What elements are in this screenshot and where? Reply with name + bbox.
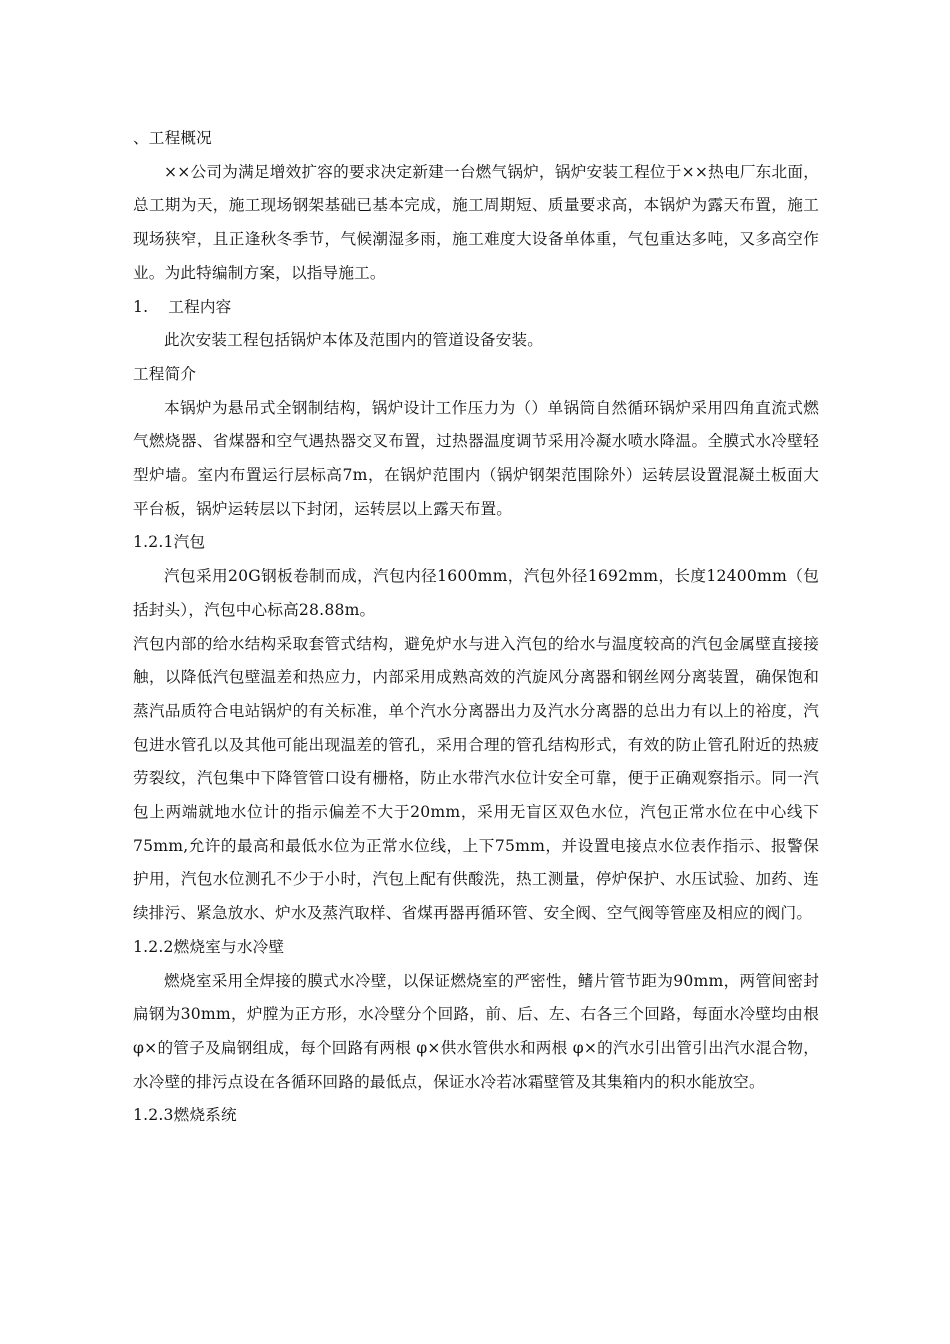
document-body [133, 122, 819, 1133]
section-heading-intro: 工程简介 [133, 364, 197, 383]
section-heading-combustion: 1.2.3燃烧系统 [133, 1106, 237, 1125]
paragraph-drum-spec: 汽包采用20G钢板卷制而成，汽包内径1600mm，汽包外径1692mm，长度12400mm（包括封头），汽包中心标高28.88m。 [133, 567, 819, 619]
section-heading-overview: 、工程概况 [133, 129, 212, 147]
paragraph-content: 此次安装工程包括锅炉本体及范围内的管道设备安装。 [164, 331, 544, 350]
paragraph-intro: 本锅炉为悬吊式全钢制结构，锅炉设计工作压力为（）单锅筒自然循环锅炉采用四角直流式燃气燃烧器、省煤器和空气遇热器交叉布置，过热器温度调节采用冷凝水喷水降温。全膜式水冷壁轻型炉墙。室内布置运行层标高7m，在锅炉范围内（锅炉钢架范围除外）运转层设置混凝土板面大平台板，锅炉运转层以下封闭，运转层以上露天布置。 [133, 398, 819, 518]
paragraph-drum-structure: 汽包内部的给水结构采取套管式结构，避免炉水与进入汽包的给水与温度较高的汽包金属壁直接接触，以降低汽包壁温差和热应力，内部采用成熟高效的汽旋风分离器和钢丝网分离装置，确保饱和蒸汽品质符合电站锅炉的有关标准，单个汽水分离器出力及汽水分离器的总出力有以上的裕度，汽包进水管孔以及其他可能出现温差的管孔，采用合理的管孔结构形式，有效的防止管孔附近的热疲劳裂纹，汽包集中下降管管口设有栅格，防止水带汽水位计安全可靠，便于正确观察指示。同一汽包上两端就地水位计的指示偏差不大于20mm，采用无盲区双色水位，汽包正常水位在中心线下75mm,允许的最高和最低水位为正常水位线，上下75mm，并设置电接点水位表作指示、报警保护用，汽包水位测孔不少于小时，汽包上配有供酸洗，热工测量，停炉保护、水压试验、加药、连续排污、紧急放水、炉水及蒸汽取样、省煤再器再循环管、安全阀、空气阀等管座及相应的阀门。 [133, 634, 819, 923]
paragraph-overview: ××公司为满足增效扩容的要求决定新建一台燃气锅炉，锅炉安装工程位于××热电厂东北面，总工期为天，施工现场钢架基础已基本完成，施工周期短、质量要求高，本锅炉为露天布置，施工现场狭窄，且正逢秋冬季节，气候潮湿多雨，施工难度大设备单体重，气包重达多吨，又多高空作业。为此特编制方案，以指导施工。 [133, 162, 819, 282]
heading-number: 1. [133, 297, 149, 316]
section-heading-drum: 1.2.1汽包 [133, 533, 206, 552]
section-heading-content [133, 291, 819, 325]
section-heading-furnace: 1.2.2燃烧室与水冷壁 [133, 937, 285, 956]
heading-title: 工程内容 [168, 297, 232, 316]
paragraph-furnace: 燃烧室采用全焊接的膜式水冷壁，以保证燃烧室的严密性，鳍片管节距为90mm，两管间密封扁钢为30mm，炉膛为正方形，水冷壁分个回路，前、后、左、右各三个回路，每面水冷壁均由根 φ×的管子及扁钢组成，每个回路有两根 φ×供水管供水和两根 φ×的汽水引出管引出汽水混合物，水冷壁的排污点设在各循环回路的最低点，保证水冷若冰霜壁管及其集箱内的积水能放空。 [133, 971, 819, 1091]
